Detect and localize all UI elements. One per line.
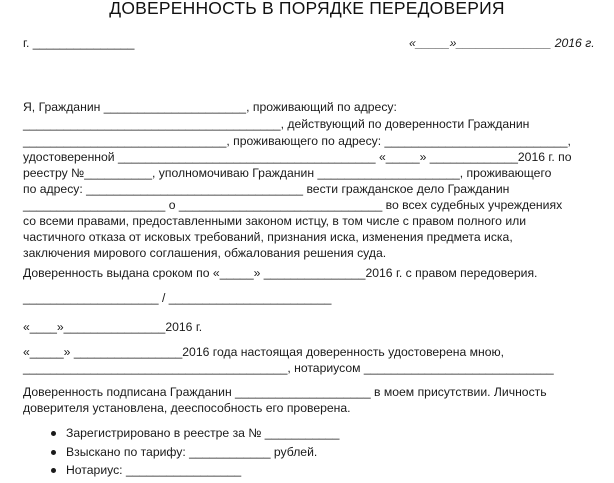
bullet-icon	[51, 468, 56, 473]
body-line: реестру №__________, уполномочиваю Гражданин _____________________, проживающего	[23, 166, 552, 180]
city-field: г. _______________	[23, 36, 135, 50]
body-line: со всеми правами, предоставленными законом истцу, в том числе с правом полного или	[23, 214, 527, 228]
body-line: частичного отказа от исковых требований, признания иска, изменения предмета иска,	[23, 230, 513, 244]
registry-bullet: Зарегистрировано в реестре за № ___________	[66, 426, 340, 440]
bullet-icon	[51, 450, 56, 455]
body-line: _____________________ о ______________________________ во всех судебных учреждениях	[23, 198, 563, 212]
body-line: Я, Гражданин _____________________, проживающий по адресу:	[23, 100, 397, 114]
body-line: по адресу: ________________________________ вести гражданское дело Гражданин	[23, 182, 510, 196]
date-line: «____»_______________2016 г.	[23, 320, 203, 334]
body-line: ______________________________, проживающего по адресу: ___________________________,	[23, 134, 571, 148]
certification-line: _______________________________________, нотариусом ____________________________	[23, 361, 554, 375]
date-field: «_____»______________ 2016 г.	[409, 36, 595, 50]
notary-bullet: Нотариус: _________________	[66, 463, 242, 477]
body-line: заключения мирового соглашения, обжалования решения суда.	[23, 246, 387, 260]
document-title: ДОВЕРЕННОСТЬ В ПОРЯДКЕ ПЕРЕДОВЕРИЯ	[109, 0, 505, 18]
signed-line: Доверенность подписана Гражданин ____________________ в моем присутствии. Личность	[23, 385, 547, 399]
body-line: удостоверенной ______________________________________ «_____» _____________2016 г. по	[23, 150, 572, 164]
validity-line: Доверенность выдана сроком по «_____» _______________2016 г. с правом передоверия.	[23, 266, 538, 280]
signed-line: доверителя установлена, дееспособность его проверена.	[23, 401, 351, 415]
bullet-icon	[51, 431, 56, 436]
signature-line: ____________________ / ________________________	[23, 291, 332, 305]
certification-line: «_____» ________________2016 года настоящая доверенность удостоверена мною,	[23, 345, 505, 359]
body-line: ______________________________________, действующий по доверенности Гражданин	[23, 117, 530, 131]
tariff-bullet: Взыскано по тарифу: ____________ рублей.	[66, 445, 318, 459]
